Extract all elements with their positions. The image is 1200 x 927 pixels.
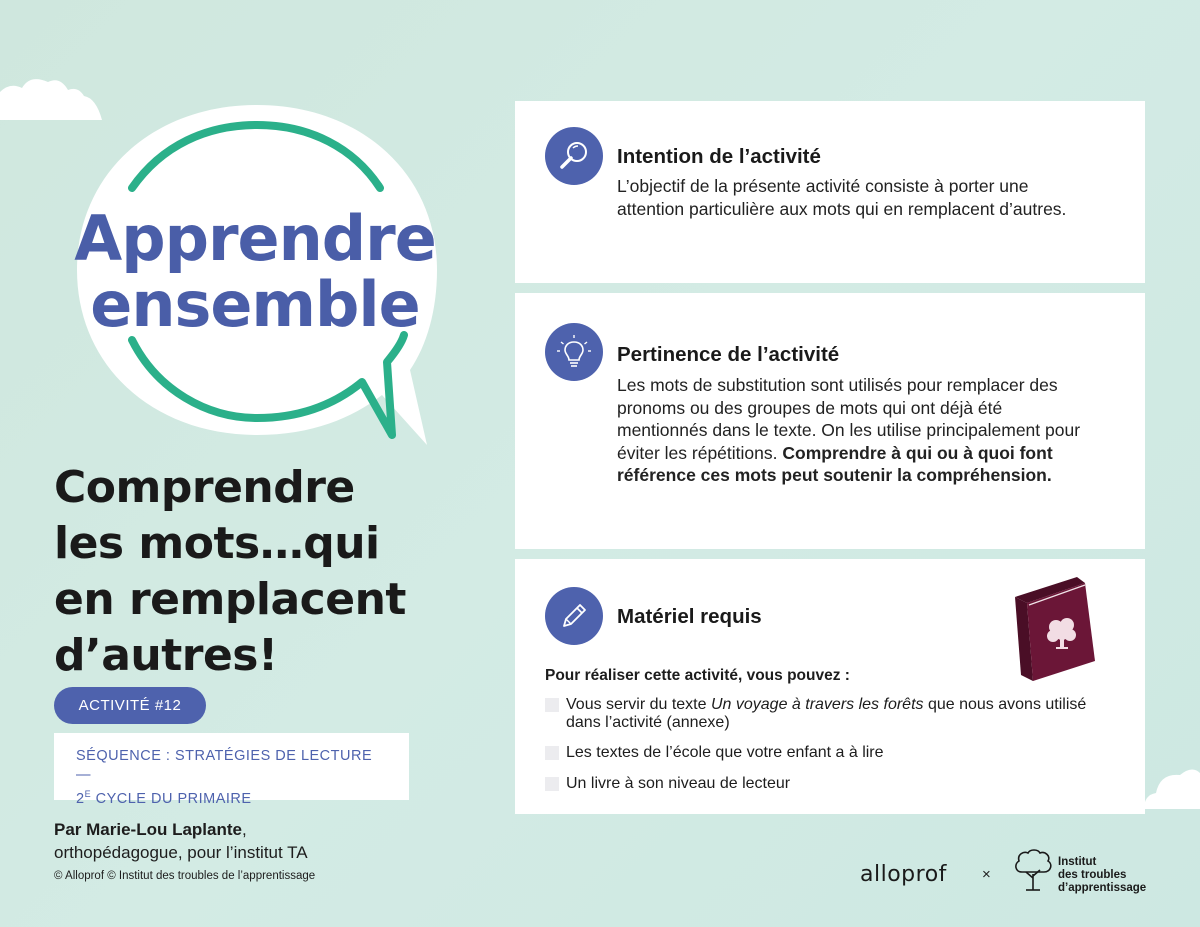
times-separator: × — [982, 866, 991, 883]
card-pertinence-bold: Comprendre à qui ou à quoi font référence ces mots peut soutenir la compréhension. — [617, 442, 1053, 485]
card-pertinence-text: Les mots de substitution sont utilisés pour remplacer des pronoms ou des groupes de mots qui ont déjà été mentionnés dans le texte. On les utilise principalement pour éviter les répétitions. Comprendre à qui ou à quoi font référence ces mots peut soutenir la compréhension. — [617, 375, 1081, 485]
list-item: Vous servir du texte Un voyage à travers les forêts que nous avons utilisé dans l’activité (annexe) — [545, 696, 1125, 732]
pencil-icon — [545, 587, 603, 645]
copyright: © Alloprof © Institut des troubles de l’apprentissage — [54, 870, 316, 882]
book-icon — [1007, 577, 1102, 682]
activity-badge: ACTIVITÉ #12 — [54, 687, 206, 724]
sequence-line-2: $2^E$ CYCLE DU PRIMAIRE — [76, 789, 252, 807]
card-pertinence — [515, 293, 1145, 549]
card-pertinence-title: Pertinence de l’activité — [617, 343, 840, 366]
magnifier-icon — [545, 127, 603, 185]
checkbox[interactable] — [545, 777, 559, 791]
card-intention-text: L’objectif de la présente activité consiste à porter une attention particulière aux mots qui en remplacent d’autres. — [617, 176, 1067, 219]
author-role: orthopédagogue, pour l’institut TA — [54, 843, 308, 862]
checkbox[interactable] — [545, 698, 559, 712]
logo-line-ensemble: ensemble — [90, 268, 420, 341]
card-materiel-title: Matériel requis — [617, 605, 762, 628]
sequence-box — [54, 733, 409, 807]
sequence-line-1: SÉQUENCE : STRATÉGIES DE LECTURE — — [76, 748, 373, 783]
title-line-2: les mots…qui — [54, 518, 380, 569]
cloud-bottom-right-icon — [1142, 765, 1200, 810]
alloprof-logo: alloprof — [860, 862, 947, 887]
list-item: Les textes de l’école que votre enfant a à lire — [545, 744, 1125, 762]
logo-line-apprendre: Apprendre — [74, 202, 436, 275]
card-materiel — [515, 559, 1145, 814]
title-line-1: Comprendre — [54, 462, 355, 513]
materiel-intro: Pour réaliser cette activité, vous pouvez : — [545, 667, 850, 684]
card-intention — [515, 101, 1145, 283]
card-intention-title: Intention de l’activité — [617, 145, 821, 168]
title-line-3: en remplacent — [54, 574, 406, 625]
list-item: Un livre à son niveau de lecteur — [545, 775, 1125, 793]
page-title — [54, 460, 494, 684]
checkbox[interactable] — [545, 746, 559, 760]
title-line-4: d’autres! — [54, 630, 278, 681]
author-name: Par Marie-Lou Laplante — [54, 820, 242, 839]
tree-brain-logo-icon — [1012, 848, 1054, 892]
author: Par Marie-Lou Laplante, orthopédagogue, pour l’institut TA — [54, 820, 308, 862]
institute-name: Institut des troubles d’apprentissage — [1058, 856, 1147, 894]
lightbulb-icon — [545, 323, 603, 381]
